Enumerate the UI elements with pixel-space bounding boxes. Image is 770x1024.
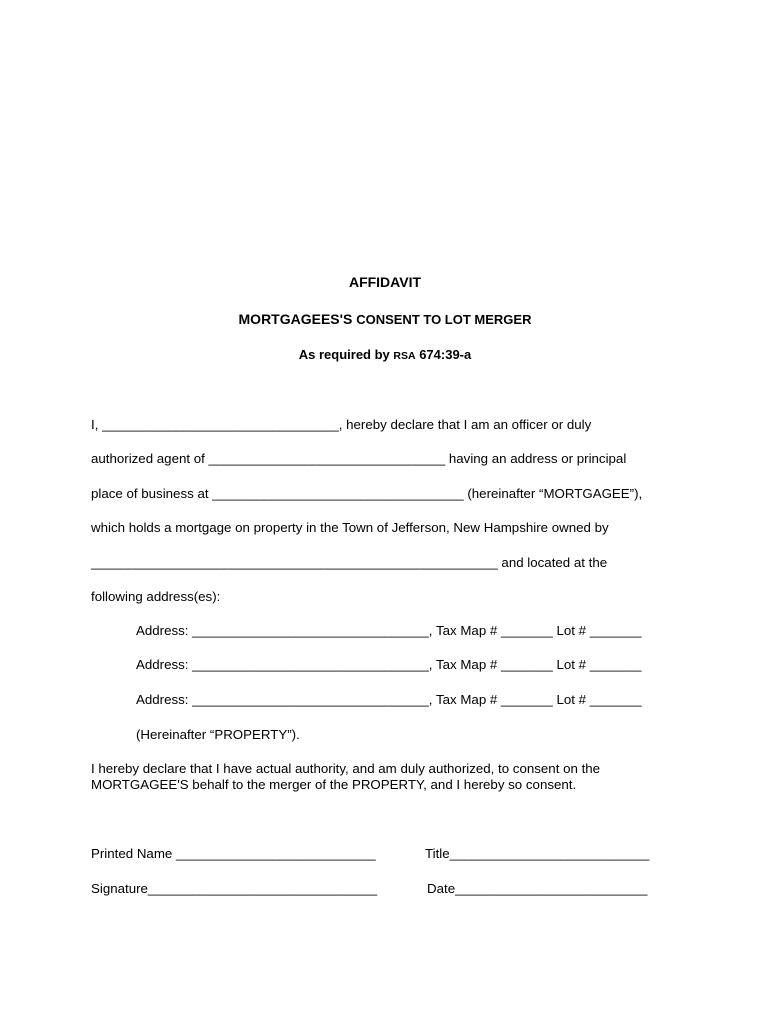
business-address-line: place of business at __________________________________ (hereinafter “MORTGAGEE”), — [91, 486, 643, 501]
printed-name-field: Printed Name ___________________________ — [91, 846, 376, 861]
consent-paragraph: I hereby declare that I have actual authority, and am duly authorized, to consent on the MORTGAGEE'S behalf to the merger of the PROPERTY, and I hereby so consent. — [91, 761, 601, 792]
statute-number: 674:39-a — [419, 347, 472, 362]
mortgage-line: which holds a mortgage on property in the Town of Jefferson, New Hampshire owned by — [91, 520, 609, 535]
owner-line: _______________________________________________________ and located at the — [91, 555, 608, 570]
signature-field: Signature_______________________________ — [91, 881, 378, 896]
document-title: AFFIDAVIT — [348, 274, 422, 290]
date-field: Date__________________________ — [427, 881, 648, 896]
property-definition: (Hereinafter “PROPERTY”). — [136, 727, 300, 742]
statute-code: RSA — [393, 350, 416, 362]
statute-prefix: As required by — [298, 347, 390, 362]
address-entry-3: Address: ________________________________, Tax Map # _______ Lot # _______ — [136, 692, 642, 707]
document-subtitle — [0, 311, 770, 327]
address-entry-2: Address: ________________________________, Tax Map # _______ Lot # _______ — [136, 657, 642, 672]
address-entry-1: Address: ________________________________, Tax Map # _______ Lot # _______ — [136, 623, 642, 638]
following-addresses-line: following address(es): — [91, 589, 221, 604]
subtitle-part-2: CONSENT TO LOT MERGER — [356, 312, 532, 327]
agent-line: authorized agent of ________________________________ having an address or principal — [91, 451, 627, 466]
statute-reference — [0, 347, 770, 362]
declarant-line: I, ________________________________, hereby declare that I am an officer or duly — [91, 417, 592, 432]
subtitle-part-1: MORTGAGEES'S — [238, 311, 353, 327]
title-field: Title___________________________ — [425, 846, 650, 861]
